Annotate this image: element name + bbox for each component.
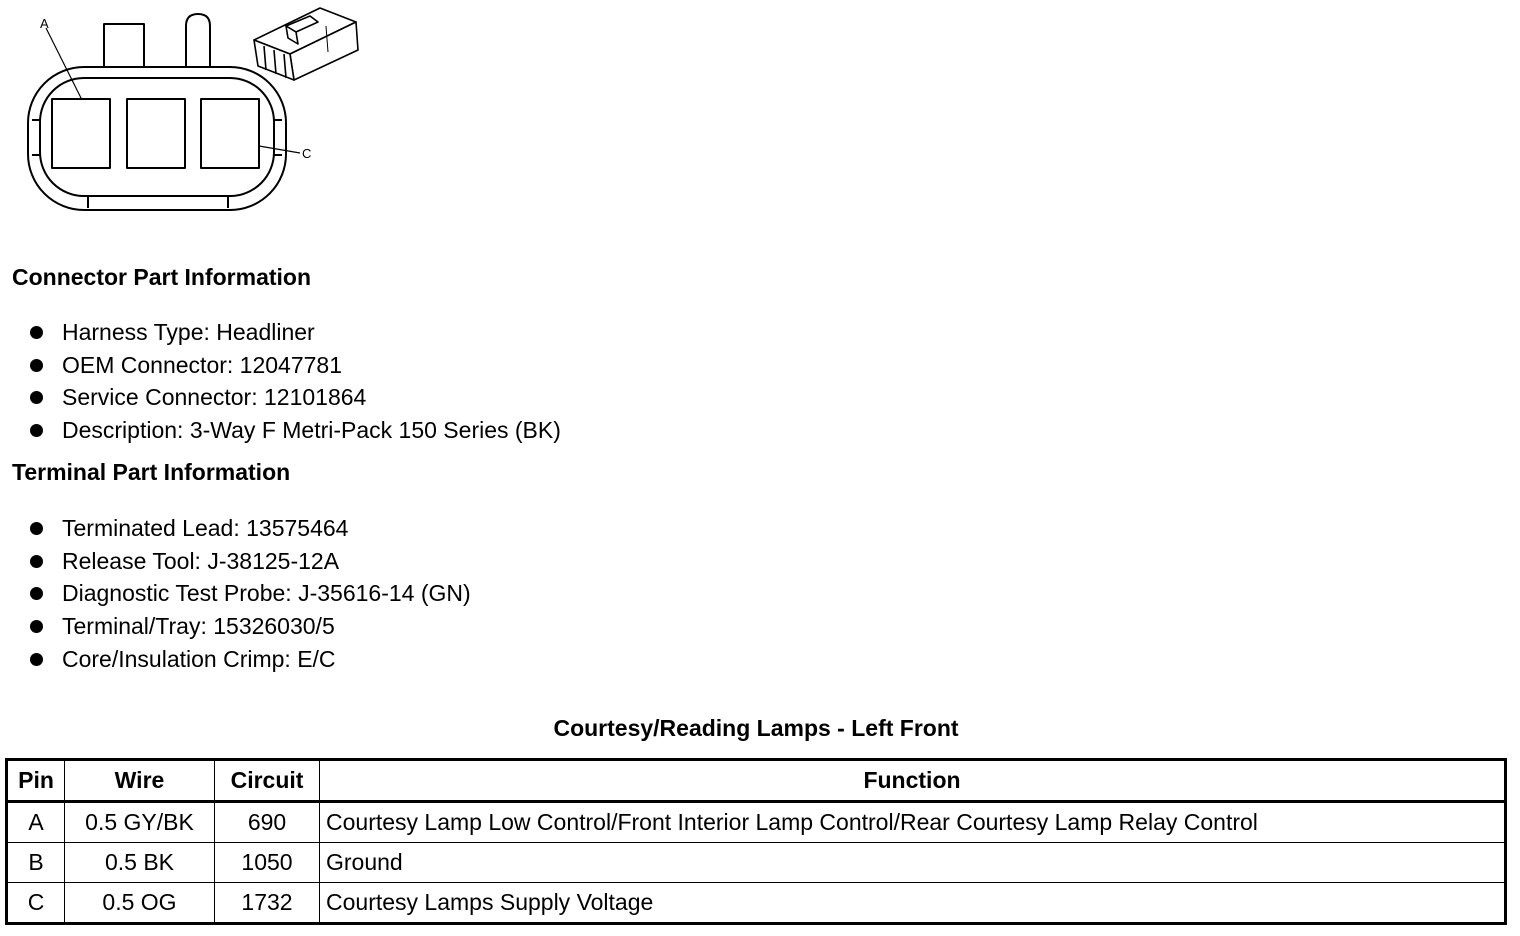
list-item: [0, 610, 471, 643]
table-row: [7, 883, 1506, 924]
bullet-icon: [30, 653, 43, 666]
list-item: [0, 512, 471, 545]
connector-info-text: OEM Connector: 12047781: [62, 351, 343, 378]
connector-isometric-icon: [254, 8, 358, 80]
cell-wire: 0.5 OG: [65, 883, 215, 924]
cell-wire: 0.5 BK: [65, 843, 215, 883]
connector-lock-tab: [104, 24, 144, 70]
cell-function: Courtesy Lamps Supply Voltage: [320, 883, 1506, 924]
terminal-info-text: Core/Insulation Crimp: E/C: [62, 645, 336, 672]
pinout-table: [5, 758, 1507, 925]
terminal-info-text: Terminal/Tray: 15326030/5: [62, 613, 335, 640]
cell-circuit: 1732: [215, 883, 320, 924]
terminal-part-info-heading: Terminal Part Information: [12, 459, 291, 485]
list-item: [0, 545, 471, 578]
connector-info-text: Description: 3-Way F Metri-Pack 150 Series (BK): [62, 417, 561, 444]
column-header-circuit: Circuit: [215, 760, 320, 802]
terminal-info-text: Release Tool: J-38125-12A: [62, 547, 340, 574]
column-header-function: Function: [320, 760, 1506, 802]
column-header-pin: Pin: [7, 760, 65, 802]
terminal-part-info-list: [0, 512, 471, 675]
cell-pin: C: [7, 883, 65, 924]
cell-function: Ground: [320, 843, 1506, 883]
bullet-icon: [30, 587, 43, 600]
column-header-wire: Wire: [65, 760, 215, 802]
connector-part-info-list: [0, 316, 561, 447]
cell-pin: A: [7, 802, 65, 843]
cell-circuit: 690: [215, 802, 320, 843]
table-row: [7, 802, 1506, 843]
cell-function: Courtesy Lamp Low Control/Front Interior Lamp Control/Rear Courtesy Lamp Relay Control: [320, 802, 1506, 843]
bullet-icon: [30, 326, 43, 339]
terminal-info-text: Terminated Lead: 13575464: [62, 515, 349, 541]
pin-c-callout: C: [302, 146, 312, 161]
bullet-icon: [30, 555, 43, 568]
bullet-icon: [30, 391, 43, 404]
cell-wire: 0.5 GY/BK: [65, 802, 215, 843]
connector-outer-shell: [28, 67, 286, 210]
connector-info-text: Service Connector: 12101864: [62, 384, 367, 411]
bullet-icon: [30, 522, 43, 535]
table-header-row: [7, 760, 1506, 802]
list-item: [0, 381, 561, 414]
bullet-icon: [30, 359, 43, 372]
cell-pin: B: [7, 843, 65, 883]
terminal-info-text: Diagnostic Test Probe: J-35616-14 (GN): [62, 580, 471, 607]
pin-a-callout: A: [40, 16, 49, 31]
list-item: [0, 643, 471, 676]
connector-info-text: Harness Type: Headliner: [62, 319, 315, 345]
list-item: [0, 577, 471, 610]
list-item: [0, 414, 561, 447]
cell-circuit: 1050: [215, 843, 320, 883]
pinout-table-title: Courtesy/Reading Lamps - Left Front: [553, 715, 959, 741]
table-row: [7, 843, 1506, 883]
bullet-icon: [30, 424, 43, 437]
connector-face-diagram: [0, 0, 380, 225]
list-item: [0, 316, 561, 349]
list-item: [0, 349, 561, 382]
connector-part-info-heading: Connector Part Information: [12, 264, 312, 290]
bullet-icon: [30, 620, 43, 633]
